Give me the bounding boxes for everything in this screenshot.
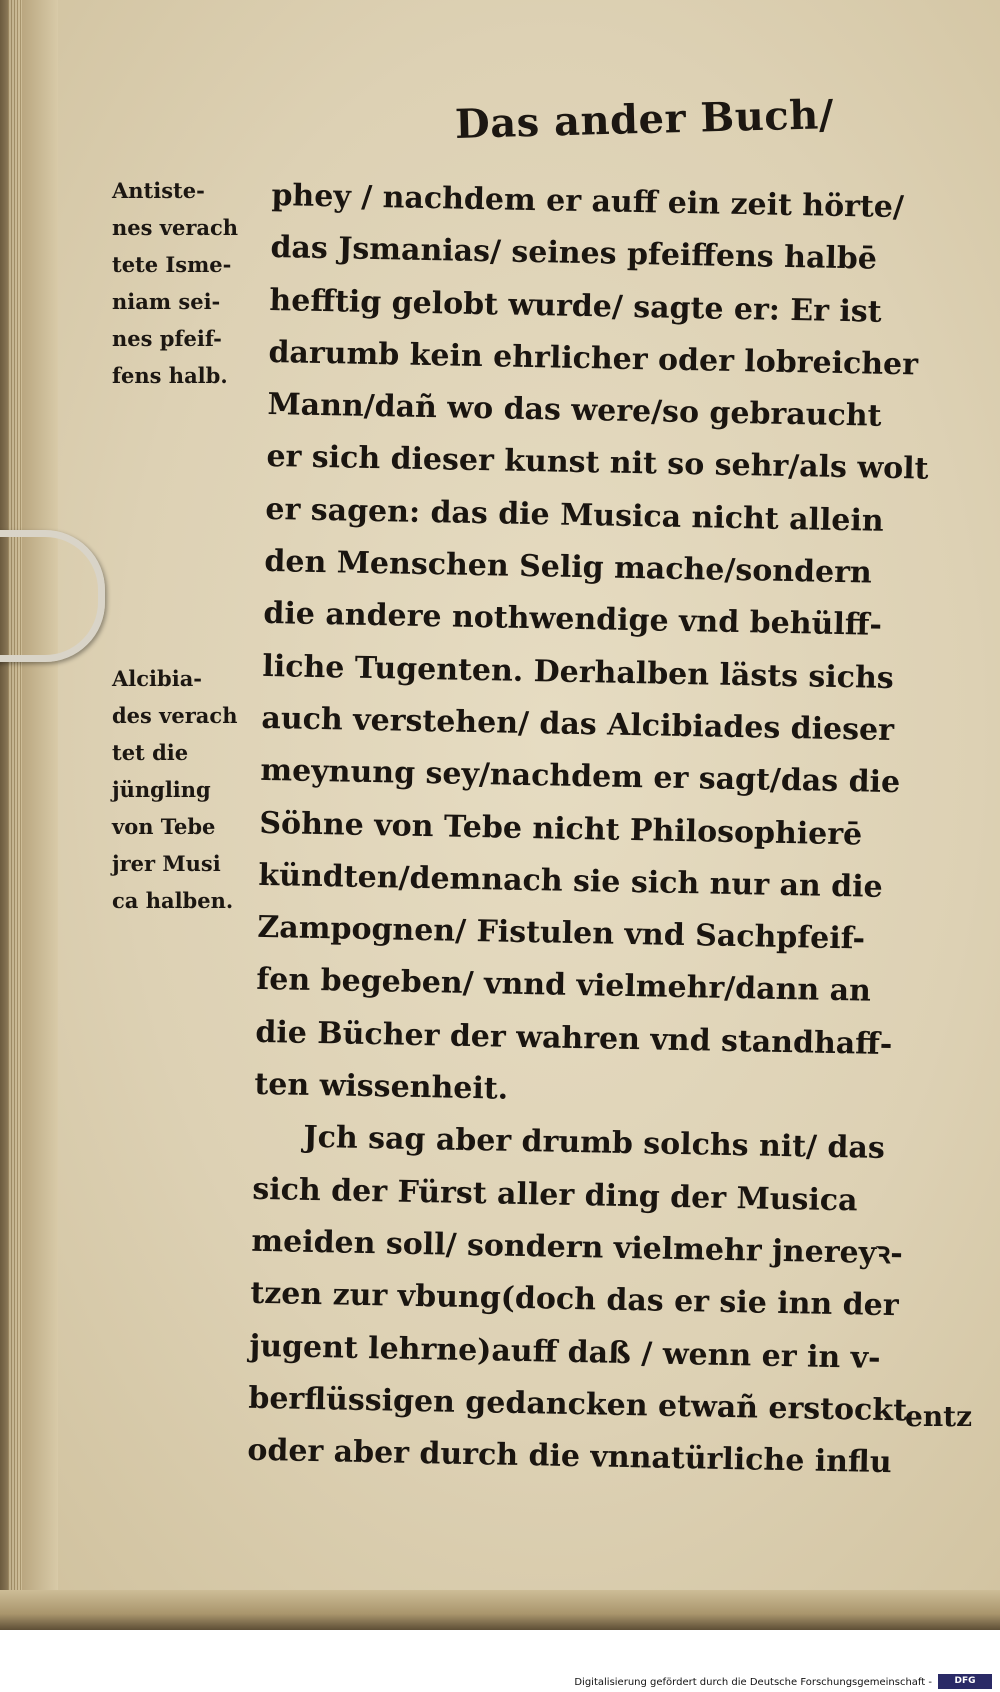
text-line: phey / nachdem er auff ein zeit hörte/	[271, 177, 905, 226]
body-text	[247, 170, 972, 1491]
marginal-note-alcibiades	[112, 660, 262, 919]
marginal-note-antistenes	[112, 172, 262, 394]
page-edges	[8, 0, 22, 1630]
note-line: des verach	[112, 703, 238, 728]
running-title: Das ander Buch/	[454, 91, 835, 148]
text-line: auch verstehen/ das Alcibiades dieser	[261, 700, 895, 749]
note-line: tet die	[112, 740, 189, 765]
note-line: Antiste-	[112, 178, 205, 203]
text-line: ten wissenheit.	[254, 1066, 509, 1107]
text-line: jugent lehrne)auff daß / wenn er in v-	[249, 1328, 881, 1376]
note-line: tete Isme-	[112, 252, 232, 277]
text-line: sich der Fürst aller ding der Musica	[252, 1171, 858, 1219]
note-line: nes verach	[112, 215, 239, 240]
dfg-logo: DFG	[938, 1674, 992, 1689]
note-line: niam sei-	[112, 289, 221, 314]
text-line: oder aber durch die vnnatürliche influ	[247, 1432, 892, 1481]
text-line: Zampognen/ Fistulen vnd Sachpfeif-	[257, 910, 866, 957]
text-line: die Bücher der wahren vnd standhaff-	[255, 1014, 893, 1062]
text-line: Mann/dañ wo das were/so gebraucht	[267, 387, 882, 434]
text-line: meynung sey/nachdem er sagt/das die	[260, 753, 901, 801]
note-line: fens halb.	[112, 363, 228, 388]
text-line: meiden soll/ sondern vielmehr jnereyꝛ-	[251, 1223, 904, 1272]
text-line: er sagen: das die Musica nicht allein	[265, 491, 884, 539]
text-line: fen begeben/ vnnd vielmehr/dann an	[256, 962, 872, 1010]
note-line: jüngling	[112, 777, 211, 802]
text-line: Söhne von Tebe nicht Philosophierē	[259, 805, 863, 853]
text-line-paragraph-start: Jch sag aber drumb solchs nit/ das	[303, 1120, 886, 1167]
text-line: den Menschen Selig mache/sondern	[264, 544, 873, 591]
text-line: tzen zur vbung(doch das er sie inn der	[250, 1276, 899, 1324]
paper-clip-icon	[0, 530, 105, 662]
text-line: hefftig gelobt wurde/ sagte er: Er ist	[269, 282, 882, 330]
note-line: nes pfeif-	[112, 326, 222, 351]
text-line: berflüssigen gedancken etwañ erstockt	[248, 1380, 908, 1429]
page-bottom-edge	[0, 1590, 1000, 1630]
text-line: kündten/demnach sie sich nur an die	[258, 857, 884, 905]
note-line: Alcibia-	[112, 666, 203, 691]
text-line: liche Tugenten. Derhalben lästs sichs	[262, 648, 895, 696]
note-line: von Tebe	[112, 814, 216, 839]
note-line: ca halben.	[112, 888, 234, 913]
text-line: darumb kein ehrlicher oder lobreicher	[268, 334, 919, 383]
note-line: jrer Musi	[112, 851, 221, 876]
catchword: entz	[905, 1400, 973, 1433]
text-line: die andere nothwendige vnd behülff-	[263, 596, 883, 644]
text-line: das Jsmanias/ seines pfeiffens halbē	[270, 230, 878, 277]
text-line: er sich dieser kunst nit so sehr/als wolt	[266, 439, 929, 488]
digitization-credit: Digitalisierung gefördert durch die Deutsche Forschungsgemeinschaft -	[574, 1677, 932, 1688]
